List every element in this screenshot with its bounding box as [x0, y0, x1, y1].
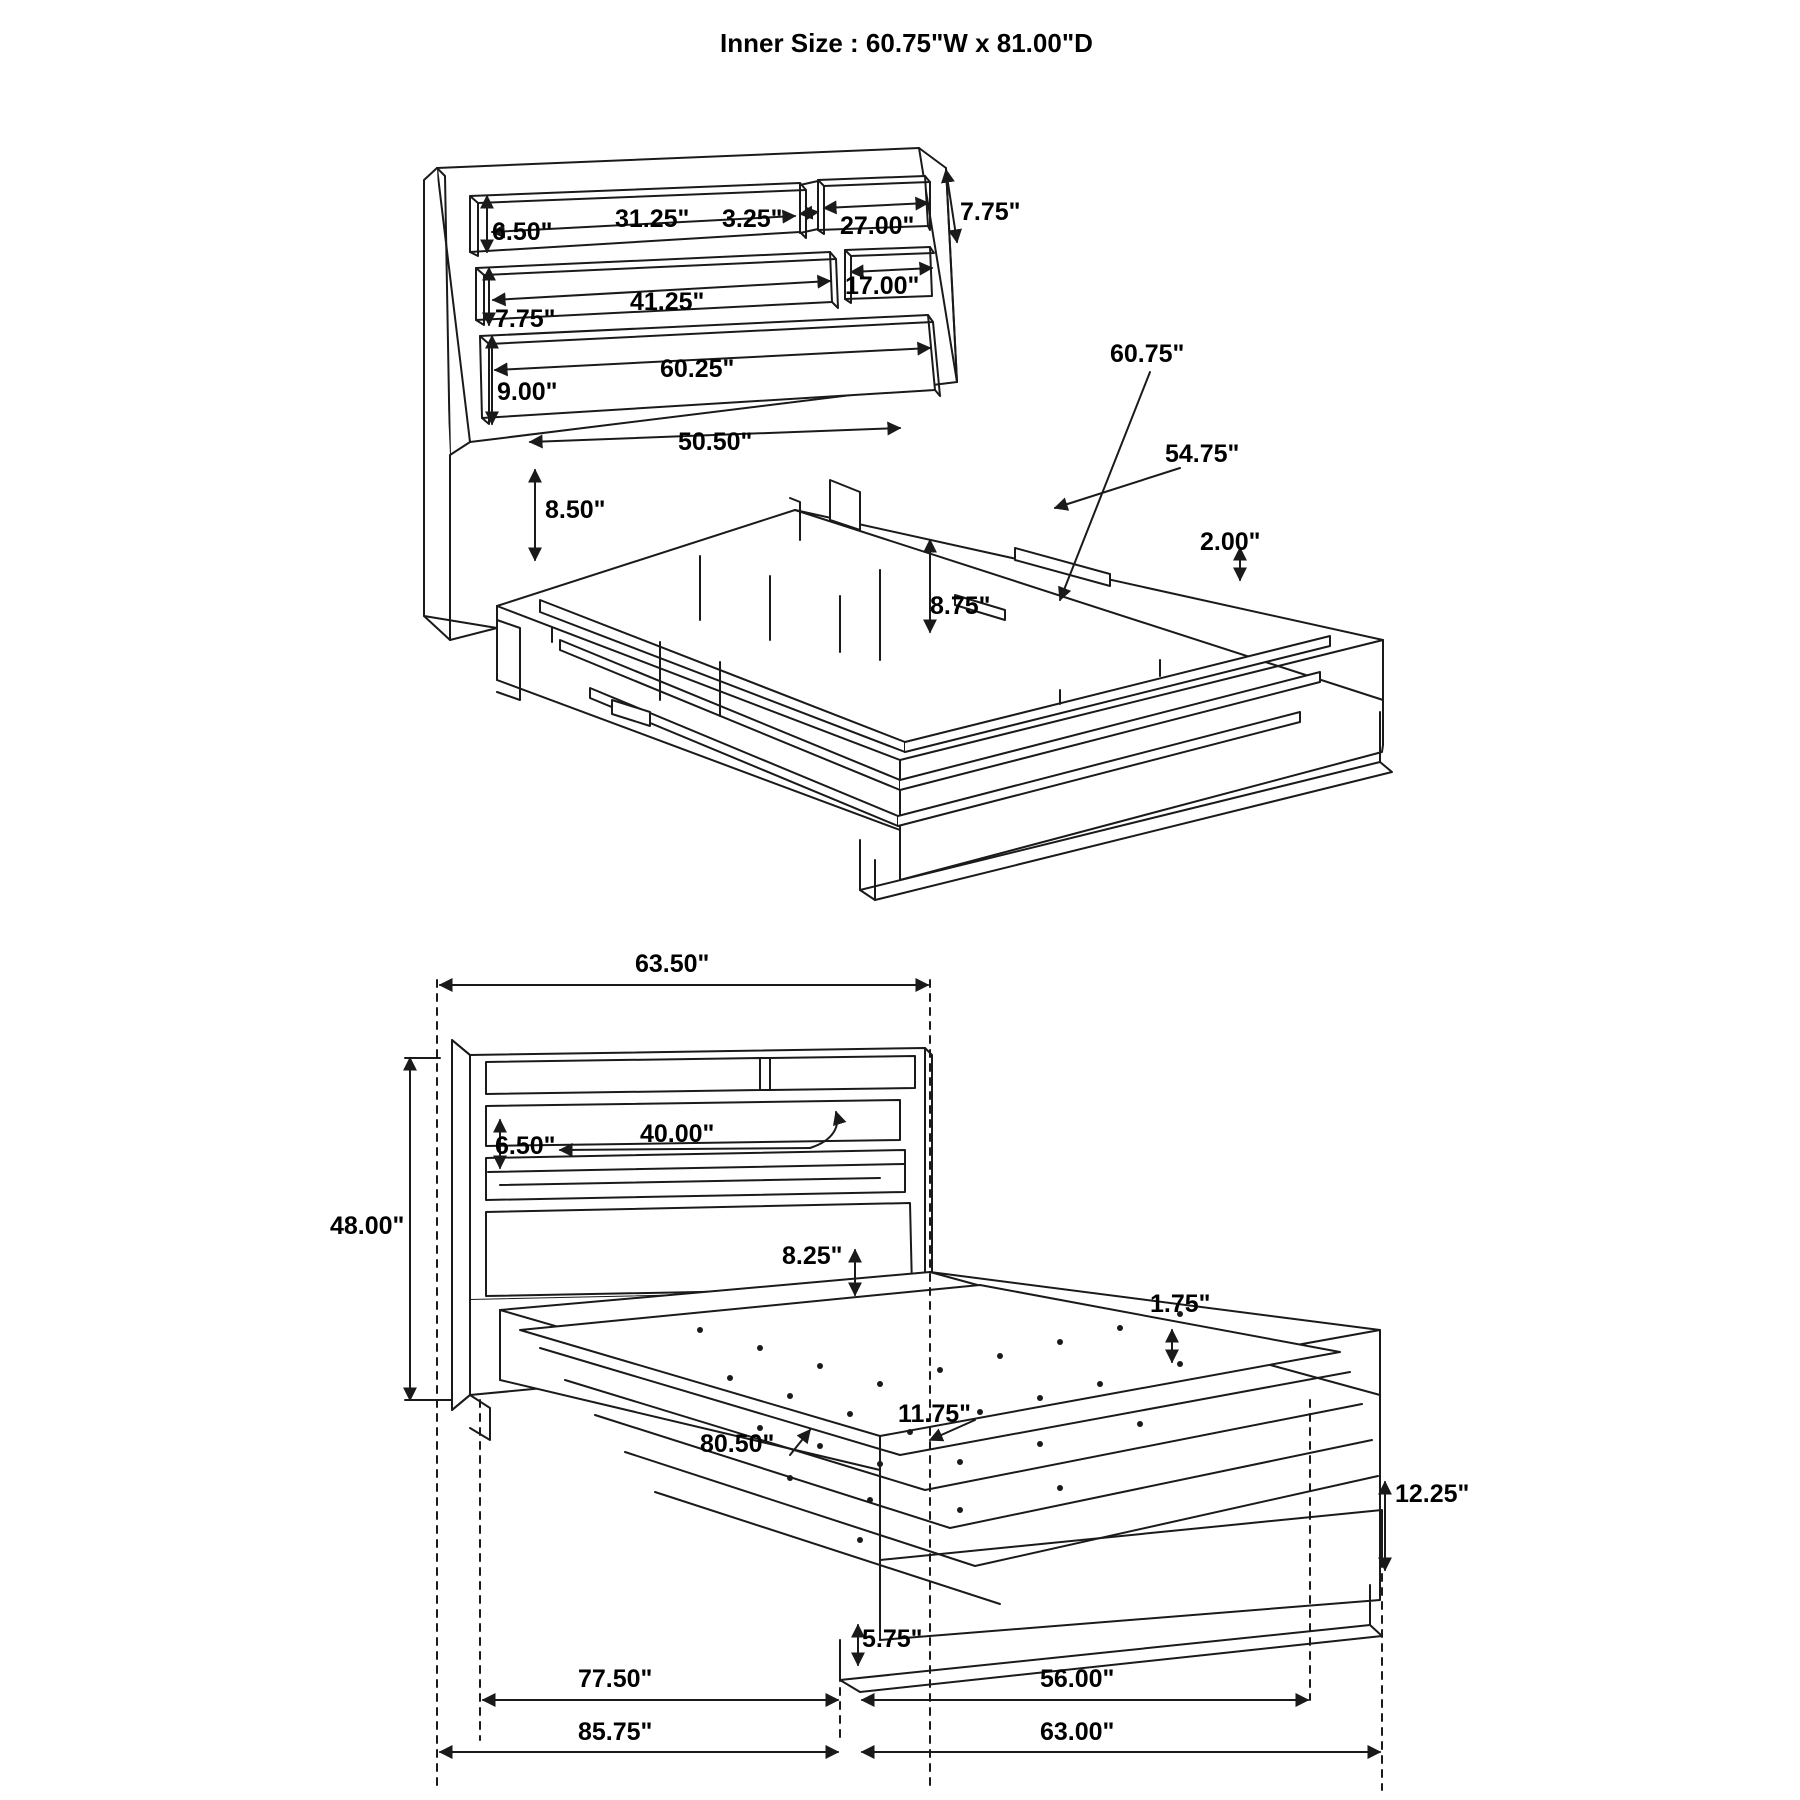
dimension-label-80-50: 80.50": [700, 1430, 775, 1458]
dimension-label-9-00: 9.00": [497, 378, 558, 406]
dimension-label-56-00: 56.00": [1040, 1665, 1115, 1693]
dimension-label-85-75: 85.75": [578, 1718, 653, 1746]
dimension-label-5-75: 5.75": [862, 1625, 923, 1653]
dimension-label-40-00: 40.00": [640, 1120, 715, 1148]
dimension-label-2-00: 2.00": [1200, 528, 1261, 556]
dimension-label-27-00: 27.00": [840, 212, 915, 240]
page-title: Inner Size : 60.75"W x 81.00"D: [720, 28, 1093, 58]
dimension-label-8-50: 8.50": [545, 496, 606, 524]
dimension-label-60-75: 60.75": [1110, 340, 1185, 368]
dimension-label-12-25: 12.25": [1395, 1480, 1470, 1508]
dimension-label-60-25: 60.25": [660, 355, 735, 383]
dimension-label-6-50-top: 6.50": [492, 218, 553, 246]
dimension-label-48-00: 48.00": [330, 1212, 405, 1240]
dimension-label-41-25: 41.25": [630, 288, 705, 316]
dimension-label-63-50: 63.50": [635, 950, 710, 978]
dimension-label-3-25: 3.25": [722, 205, 783, 233]
dimension-label-8-25: 8.25": [782, 1242, 843, 1270]
dimension-label-31-25: 31.25": [615, 205, 690, 233]
dimension-label-6-50-front: 6.50": [495, 1132, 556, 1160]
dimension-label-7-75-left: 7.75": [495, 305, 556, 333]
dimension-label-8-75: 8.75": [930, 592, 991, 620]
dimension-label-7-75-right: 7.75": [960, 198, 1021, 226]
dimension-label-11-75: 11.75": [898, 1400, 972, 1428]
dimension-label-63-00: 63.00": [1040, 1718, 1115, 1746]
dimension-label-17-00: 17.00": [845, 272, 920, 300]
dimension-label-77-50: 77.50": [578, 1665, 653, 1693]
dimension-label-54-75: 54.75": [1165, 440, 1240, 468]
dimension-label-1-75: 1.75": [1150, 1290, 1211, 1318]
dimension-label-50-50: 50.50": [678, 428, 753, 456]
